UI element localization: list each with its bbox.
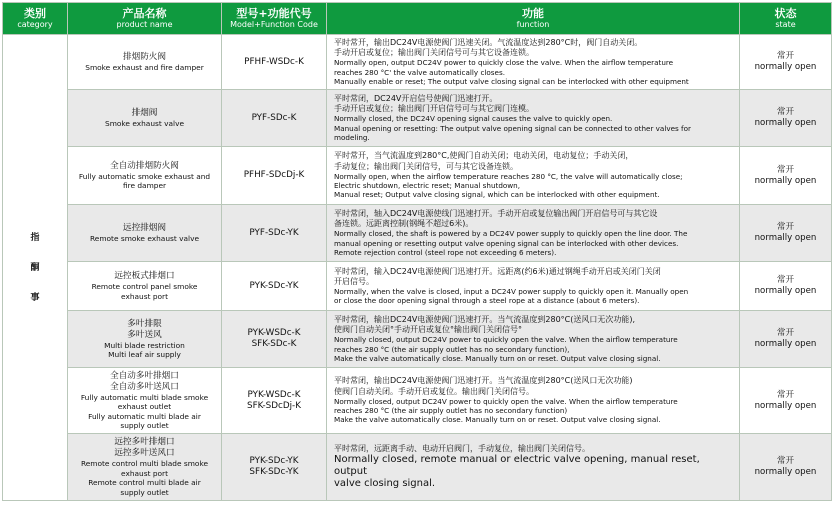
table-row: [3, 205, 832, 262]
function-text-en: Normally closed, remote manual or electric valve opening, manual reset, output: [334, 454, 700, 478]
function-text-en: Electric shutdown, electric reset; Manual shutdown,: [334, 181, 521, 191]
state-cell: [740, 262, 832, 311]
function-text-zh: 手动开启或复位；输出阀门关闭信号可与其它设备连锁。: [334, 48, 534, 58]
header-function: 功能 function: [327, 3, 740, 35]
product-name-en: Fully automatic multi blade smoke: [80, 392, 209, 402]
table-row: [3, 311, 832, 368]
model-code-cell: [222, 147, 327, 205]
product-name-en: exhaust port: [121, 468, 168, 478]
state-en: normally open: [754, 400, 817, 411]
model-code-cell: [222, 205, 327, 262]
product-name-cell: [68, 311, 222, 368]
product-name-cell: [68, 434, 222, 501]
function-text-zh: 平时常开，当气流温度到280°C,使阀门自动关闭；电动关闭，电动复位；手动关闭，: [334, 151, 634, 161]
product-name-cell: [68, 205, 222, 262]
function-text-en: reaches 280 °C (the air supply outlet has no secondary function),: [334, 344, 570, 354]
function-text-en: manual opening or resetting output valve opening signal can be interlocked with other devices.: [334, 238, 679, 248]
function-text-en: Normally closed, output DC24V power to quickly open the valve. When the airflow temperature: [334, 396, 678, 406]
product-name-en: Multi leaf air supply: [108, 350, 181, 359]
function-cell: [327, 262, 740, 311]
product-name-cell: [68, 90, 222, 147]
function-text-zh: 手动开启或复位；输出阀门开启信号可与其它阀门连模。: [334, 104, 534, 114]
function-text-zh: 平时常闭，输出DC24V电源使阀门迅速打开。当气流温度到280°C(送风口无次功能): [334, 376, 633, 386]
model-code: SFK-SDc-K: [251, 339, 297, 349]
product-name-en: Smoke exhaust valve: [105, 118, 184, 128]
product-name-en: exhaust outlet: [117, 402, 172, 411]
state-en: normally open: [754, 467, 817, 477]
model-code: PYF-SDc-K: [251, 112, 297, 123]
product-name-zh: 排烟阀: [131, 107, 158, 118]
function-text-zh: 平时常闭，输出DC24V电源使阀门迅速打开。当气流温度到280°C(送风口无次功能),: [334, 314, 636, 324]
table-header-row: [3, 3, 832, 35]
table-row: [3, 35, 832, 90]
product-name-en: Fully automatic smoke exhaust and: [78, 171, 211, 181]
function-text-zh: 开启信号。: [334, 276, 374, 286]
model-code-cell: [222, 311, 327, 368]
function-text-en: Manually enable or reset; The output valve closing signal can be interlocked with other equipment: [334, 76, 689, 86]
function-text-en: modeling.: [334, 132, 370, 142]
model-code-cell: [222, 368, 327, 434]
product-name-en: Smoke exhaust and fire damper: [85, 62, 204, 72]
category-char: 指: [30, 232, 40, 243]
function-cell: [327, 434, 740, 501]
product-name-en: supply outlet: [120, 487, 169, 497]
header-state: 状态 state: [740, 3, 832, 35]
function-cell: [327, 147, 740, 205]
state-zh: 常开: [776, 222, 795, 232]
function-text-en: reaches 280 °C' the valve automatically closes.: [334, 67, 505, 77]
product-name-zh: 远控多叶排烟口: [114, 437, 175, 447]
function-text-zh: 平时常闭，远距离手动、电动开启阀门，手动复位，输出阀门关闭信号。: [334, 443, 590, 453]
product-name-zh: 远控多叶送风口: [114, 448, 175, 458]
smoke-valve-spec-table: [2, 2, 832, 501]
function-text-en: Make the valve automatically close. Manually turn on or reset. Output valve closing signal.: [334, 353, 661, 363]
function-text-zh: 平时常闭，DC24V开启信号使阀门迅速打开。: [334, 93, 498, 103]
function-text-zh: 平时常闭，轴入DC24V电源使线门迅速打开。手动开启或复位输出阀门开启信号可与其它设: [334, 208, 658, 218]
function-cell: [327, 35, 740, 90]
state-zh: 常开: [776, 328, 795, 338]
model-code: PYK-SDc-YK: [249, 280, 299, 291]
function-text-en: Manual reset; Output valve closing signal, which can be interlocked with other equipment.: [334, 190, 660, 200]
function-cell: [327, 311, 740, 368]
function-text-en: Normally closed, the shaft is powered by a DC24V power supply to quickly open the line door. The: [334, 229, 688, 239]
state-cell: [740, 434, 832, 501]
function-text-en: Normally closed, output DC24V power to quickly open the valve. When the airflow temperature: [334, 335, 678, 345]
category-cell: [3, 35, 68, 501]
product-name-zh: 远控板式排烟口: [114, 271, 175, 281]
model-code-cell: [222, 35, 327, 90]
function-text-en: Normally open, when the airflow temperature reaches 280 °C, the valve will automatically close;: [334, 171, 683, 181]
product-name-zh: 远控排烟阀: [123, 222, 166, 233]
table-row: [3, 262, 832, 311]
product-name-cell: [68, 147, 222, 205]
state-zh: 常开: [776, 51, 795, 61]
product-name-cell: [68, 262, 222, 311]
function-text-en: Normally open, output DC24V power to quickly close the valve. When the airflow temperature: [334, 58, 674, 68]
product-name-en: Multi blade restriction: [104, 340, 185, 350]
product-name-en: fire damper: [122, 181, 167, 190]
header-product-name: 产品名称 product name: [68, 3, 222, 35]
header-model: 型号+功能代号 Model+Function Code: [222, 3, 327, 35]
function-text-en: Normally, when the valve is closed, input a DC24V power supply to quickly open it. Manually open: [334, 287, 689, 297]
table-row: [3, 90, 832, 147]
product-name-en: Remote control multi blade air: [88, 478, 201, 487]
function-text-zh: 使阀门自动关闭。手动开启或复位。输出阀门关闭信号。: [334, 386, 534, 396]
function-cell: [327, 205, 740, 262]
function-text-en: or close the door opening signal through a steel rope at a distance (about 6 meters).: [334, 296, 640, 306]
product-name-zh: 全自动多叶送风口: [110, 381, 179, 392]
function-text-zh: 平时常开，输出DC24V电源使阀门迅速关闭。气流温度达到280°C时，阀门自动关闭。: [334, 37, 643, 47]
table-row: [3, 368, 832, 434]
state-zh: 常开: [776, 107, 795, 117]
product-name-en: Remote smoke exhaust valve: [89, 233, 199, 243]
product-name-en: exhaust port: [121, 291, 168, 301]
model-code: PFHF-SDcDj-K: [243, 170, 305, 180]
model-code-cell: [222, 434, 327, 501]
state-cell: [740, 35, 832, 90]
state-cell: [740, 205, 832, 262]
function-cell: [327, 90, 740, 147]
product-name-zh: 全自动排烟防火阀: [110, 160, 179, 171]
product-name-zh: 排烟防火阀: [123, 51, 166, 62]
function-text-en: Remote rejection control (steel rope not exceeding 6 meters).: [334, 247, 557, 257]
product-name-en: Fully automatic multi blade air: [88, 411, 201, 421]
function-text-en: valve closing signal.: [334, 478, 436, 490]
category-char: 事: [30, 292, 40, 303]
product-name-en: supply outlet: [120, 421, 169, 430]
model-code: PYF-SDc-YK: [249, 227, 299, 238]
function-cell: [327, 368, 740, 434]
model-code-cell: [222, 90, 327, 147]
product-name-zh: 多叶送风: [127, 329, 162, 340]
state-cell: [740, 368, 832, 434]
product-name-cell: [68, 35, 222, 90]
product-name-en: Remote control panel smoke: [91, 282, 198, 291]
product-name-cell: [68, 368, 222, 434]
state-en: normally open: [754, 62, 817, 72]
function-text-zh: 平时常闭，输入DC24V电源使阀门迅速打开。远距离(约6米)通过钢绳手动开启或关闭门关闭: [334, 266, 661, 276]
model-code: PYK-WSDc-K: [247, 328, 301, 338]
state-zh: 常开: [776, 275, 795, 285]
function-text-en: Manual opening or resetting: The output valve opening signal can be connected to other valves for: [334, 123, 691, 133]
model-code: PFHF-WSDc-K: [244, 56, 304, 67]
table-row: [3, 434, 832, 501]
state-zh: 常开: [776, 456, 795, 466]
function-text-zh: 使阀门自动关闭°手动开启或复位°输出阀门关闭信号°: [334, 325, 522, 335]
product-name-zh: 全自动多叶排烟口: [110, 370, 179, 381]
function-text-zh: 备连锁。远距离控制(钢绳不超过6米)。: [334, 219, 474, 229]
state-cell: [740, 147, 832, 205]
model-code: SFK-SDcDj-K: [246, 400, 302, 411]
model-code-cell: [222, 262, 327, 311]
state-en: normally open: [754, 286, 817, 296]
state-zh: 常开: [776, 164, 795, 175]
category-char: 酮: [30, 262, 40, 273]
state-zh: 常开: [776, 389, 795, 400]
product-name-zh: 多叶排限: [127, 318, 162, 329]
state-en: normally open: [754, 175, 817, 186]
function-text-en: reaches 280 °C (the air supply outlet has no secondary function): [334, 406, 568, 416]
function-text-en: Normally closed, the DC24V opening signal causes the valve to quickly open.: [334, 114, 613, 124]
model-code: PYK-SDc-YK: [249, 456, 299, 466]
state-en: normally open: [754, 339, 817, 349]
state-en: normally open: [754, 233, 817, 243]
model-code: PYK-WSDc-K: [247, 389, 301, 400]
header-category: 类别 category: [3, 3, 68, 35]
product-name-en: Remote control multi blade smoke: [80, 459, 209, 468]
state-cell: [740, 311, 832, 368]
model-code: SFK-SDc-YK: [249, 467, 299, 477]
state-cell: [740, 90, 832, 147]
function-text-en: Make the valve automatically close. Manually turn on or reset. Output valve closing signal.: [334, 415, 661, 425]
table-row: [3, 147, 832, 205]
function-text-zh: 手动复位；输出阀门关闭信号，可与其它设备连锁。: [334, 161, 518, 171]
state-en: normally open: [754, 118, 817, 128]
